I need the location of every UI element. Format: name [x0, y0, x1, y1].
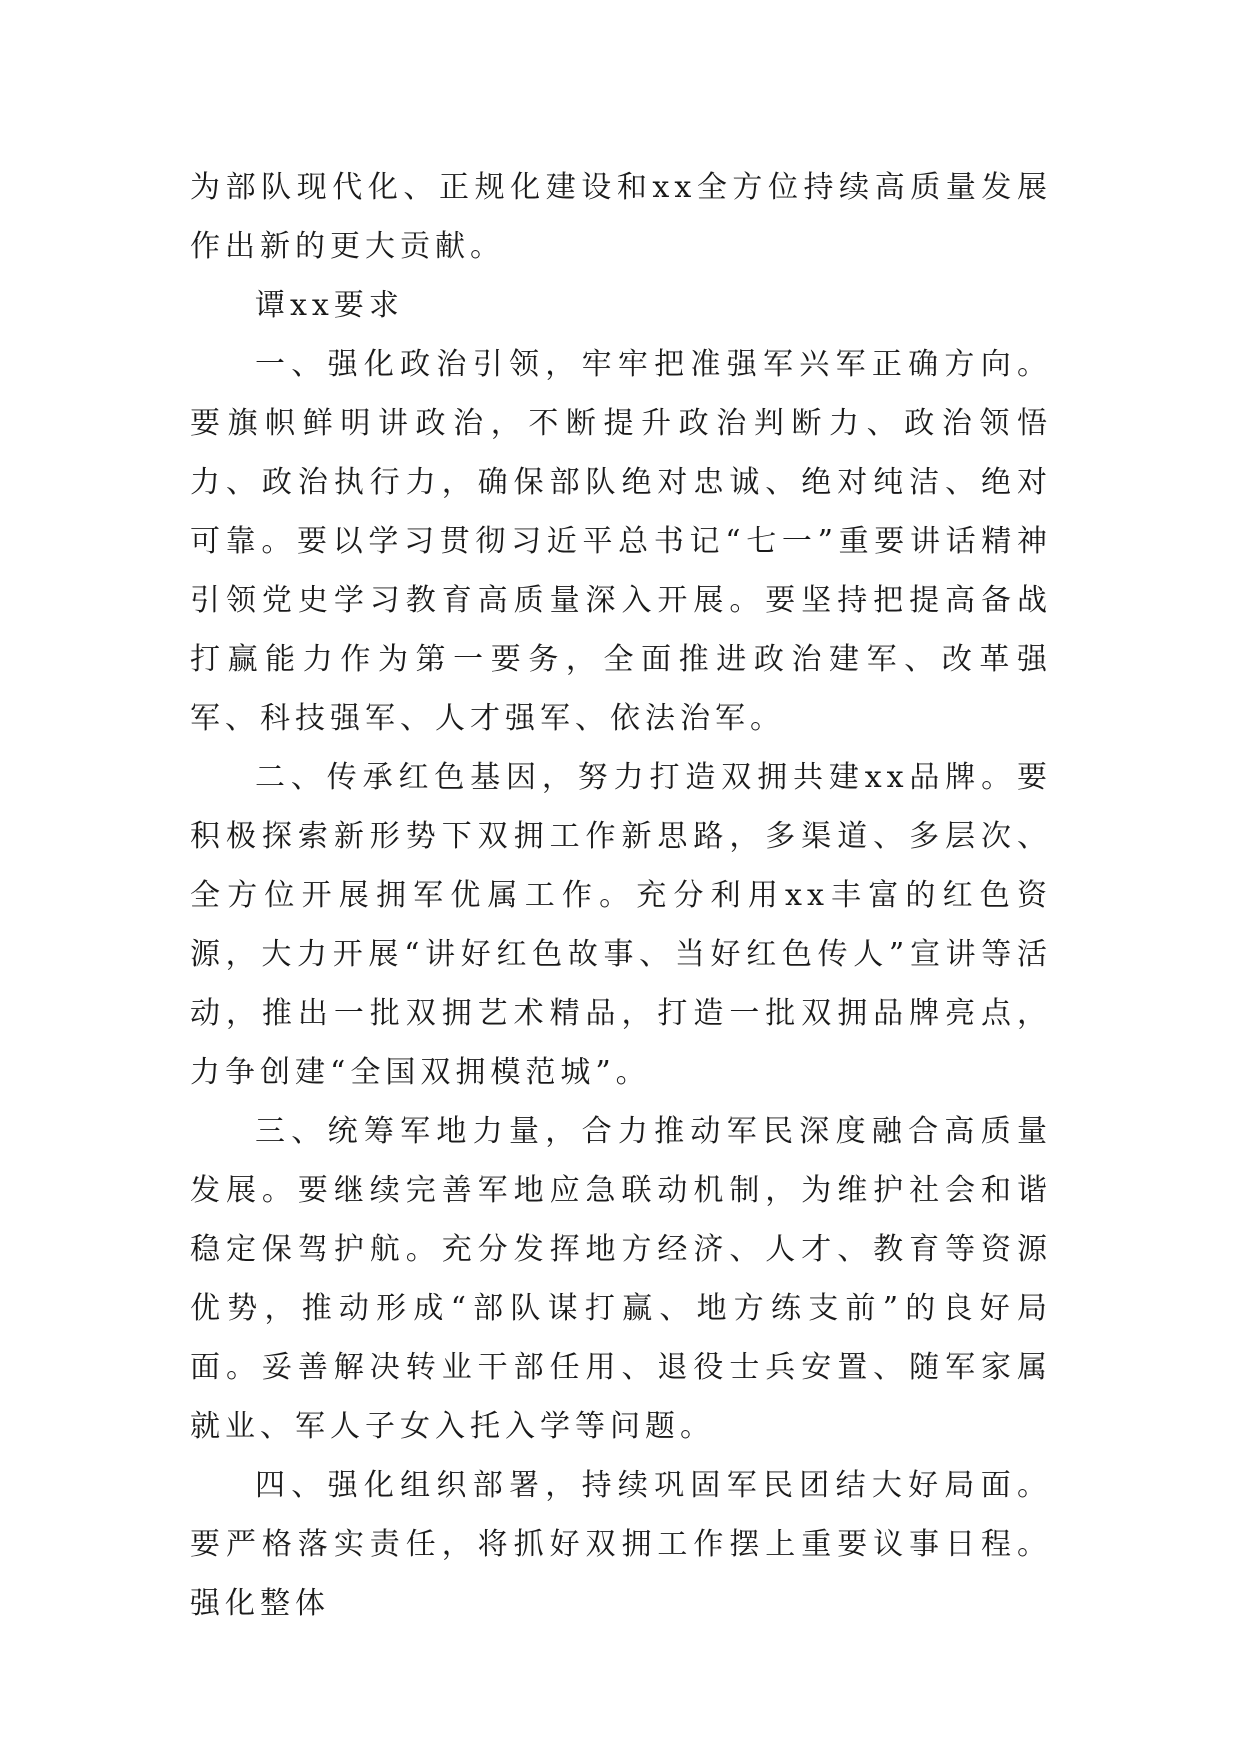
paragraph-point-2: 二、传承红色基因，努力打造双拥共建xx品牌。要积极探索新形势下双拥工作新思路，多渠道、多层次、全方位开展拥军优属工作。充分利用xx丰富的红色资源，大力开展“讲好红色故事、当好红色传人”宣讲等活动，推出一批双拥艺术精品，打造一批双拥品牌亮点，力争创建“全国双拥模范城”。: [190, 760, 1052, 1090]
paragraph-point-3: 三、统筹军地力量，合力推动军民深度融合高质量发展。要继续完善军地应急联动机制，为维护社会和谐稳定保驾护航。充分发挥地方经济、人才、教育等资源优势，推动形成“部队谋打赢、地方练支前”的良好局面。妥善解决转业干部任用、退役士兵安置、随军家属就业、军人子女入托入学等问题。: [190, 1114, 1052, 1444]
document-body: [190, 158, 1052, 1633]
paragraph-point-4: 四、强化组织部署，持续巩固军民团结大好局面。要严格落实责任，将抓好双拥工作摆上重要议事日程。强化整体: [190, 1468, 1052, 1621]
paragraph-subheading: 谭xx要求: [255, 288, 404, 323]
paragraph-closing-line: 为部队现代化、正规化建设和xx全方位持续高质量发展作出新的更大贡献。: [190, 170, 1052, 264]
paragraph-point-1: 一、强化政治引领，牢牢把准强军兴军正确方向。要旗帜鲜明讲政治，不断提升政治判断力、政治领悟力、政治执行力，确保部队绝对忠诚、绝对纯洁、绝对可靠。要以学习贯彻习近平总书记“七一”重要讲话精神引领党史学习教育高质量深入开展。要坚持把提高备战打赢能力作为第一要务，全面推进政治建军、改革强军、科技强军、人才强军、依法治军。: [190, 347, 1052, 736]
